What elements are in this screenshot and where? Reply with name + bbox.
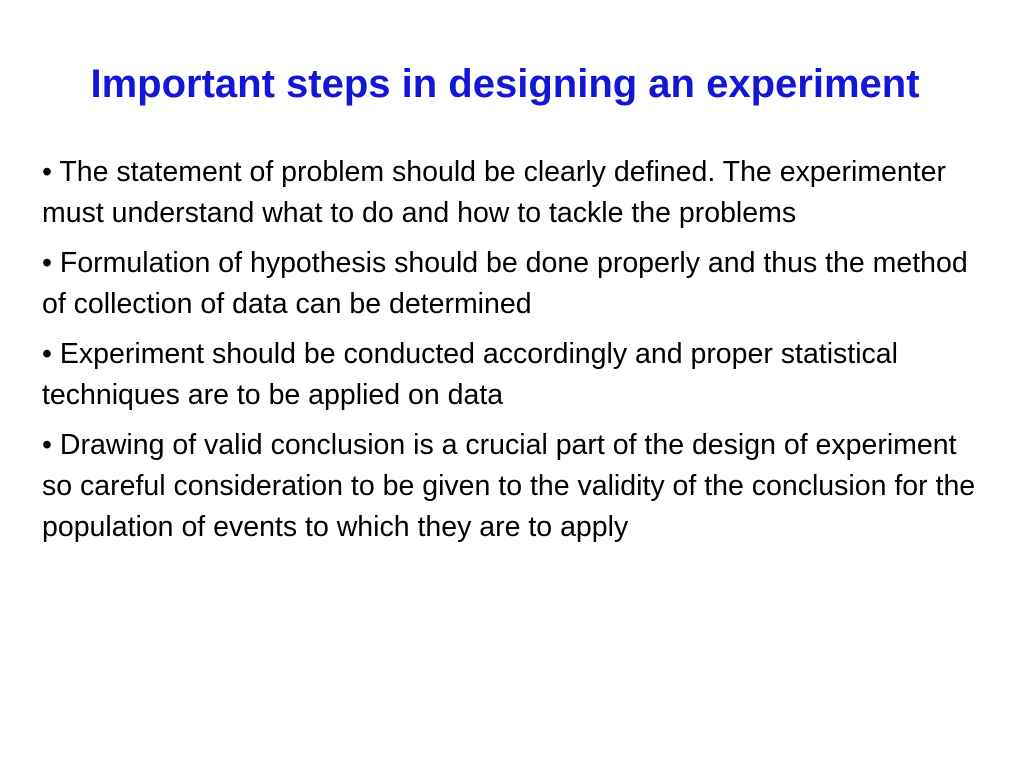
bullet-item-problem-statement xyxy=(42,152,982,234)
bullet-item-hypothesis xyxy=(42,243,982,325)
bullet-icon: • xyxy=(42,429,52,461)
bullet-icon: • xyxy=(42,156,52,188)
bullet-text: Drawing of valid conclusion is a crucial part of the design of experiment so careful consideration to be given to the validity of the conclusion for the population of events to which they are to apply xyxy=(42,429,976,543)
bullet-item-conduct-experiment xyxy=(42,334,982,416)
bullet-icon: • xyxy=(42,247,52,279)
bullet-text: Formulation of hypothesis should be done properly and thus the method of collection of data can be determined xyxy=(42,247,968,320)
bullet-item-valid-conclusion xyxy=(42,425,982,548)
bullet-icon: • xyxy=(42,338,52,370)
bullet-list xyxy=(42,152,982,557)
slide-title: Important steps in designing an experiment xyxy=(90,62,920,106)
bullet-text: Experiment should be conducted accordingly and proper statistical techniques are to be applied on data xyxy=(42,338,898,411)
bullet-text: The statement of problem should be clearly defined. The experimenter must understand what to do and how to tackle the problems xyxy=(42,156,947,229)
